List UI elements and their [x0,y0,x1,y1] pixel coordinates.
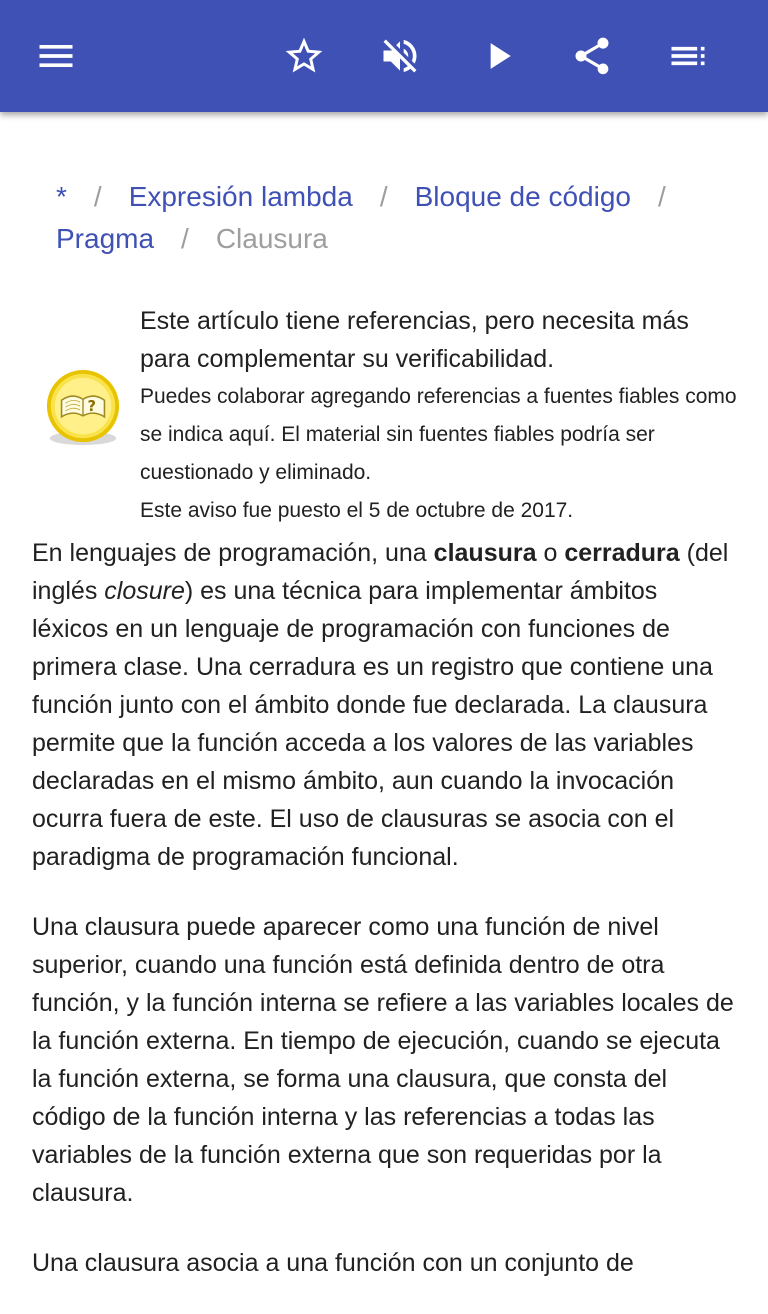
term-cerradura: cerradura [564,539,680,567]
mute-button[interactable] [372,28,428,84]
notice-title: Este artículo tiene referencias, pero necesita más para complementar su verificabilidad. [140,307,689,373]
hamburger-menu-icon [34,34,78,78]
share-icon [570,34,614,78]
breadcrumb-separator: / [658,181,666,212]
play-button[interactable] [470,28,526,84]
article-paragraph-2: Una clausura puede aparecer como una función de nivel superior, cuando una función está definida dentro de otra función, y la función interna se refiere a las variables locales de la función externa. En tiempo de ejecución, cuando se ejecuta la función externa, se forma una clausura, que consta del código de la función interna y las referencias a todas las variables de la función externa que son requeridas por la clausura. [32,913,734,1207]
book-question-badge-icon [44,368,122,450]
breadcrumb-link-expresion-lambda[interactable]: Expresión lambda [128,181,353,212]
share-button[interactable] [564,28,620,84]
list-icon [666,34,710,78]
article-paragraph-3: Una clausura asocia a una función con un conjunto de [32,1249,634,1277]
term-closure: closure [104,577,185,605]
play-icon [476,34,520,78]
notice-date: Este aviso fue puesto el 5 de octubre de 2017. [140,499,574,522]
breadcrumb-link-pragma[interactable]: Pragma [56,223,155,254]
breadcrumb-link-home[interactable]: * [56,181,67,212]
article-body [32,534,738,1314]
article-paragraph-1 [32,534,738,876]
text-run: En lenguajes de programación, una [32,539,434,567]
breadcrumb-separator: / [379,181,388,212]
text-run: (del inglés [32,539,729,605]
text-run: o [536,539,565,567]
svg-text:?: ? [87,397,97,415]
breadcrumb [56,176,736,260]
menu-button[interactable] [28,28,84,84]
breadcrumb-separator: / [93,181,102,212]
notice-description: Puedes colaborar agregando referencias a fuentes fiables como se indica aquí. El material sin fuentes fiables podría ser cuestionado y eliminado. [140,385,737,484]
text-run: ) es una técnica para implementar ámbitos léxicos en un lenguaje de programación con funciones de primera clase. Una cerradura es un registro que contiene una función junto con el ámbito donde fue declarada. La clausura permite que la función acceda a los valores de las variables declaradas en el mismo ámbito, aun cuando la invocación ocurra fuera de este. El uso de clausuras se asocia con el paradigma de programación funcional. [32,577,713,871]
breadcrumb-link-bloque-de-codigo[interactable]: Bloque de código [414,181,631,212]
term-clausura: clausura [433,539,537,567]
breadcrumb-separator: / [181,223,189,254]
app-toolbar [0,0,768,112]
breadcrumb-current: Clausura [215,223,328,254]
table-of-contents-button[interactable] [660,28,716,84]
star-outline-icon [282,34,326,78]
bookmark-button[interactable] [276,28,332,84]
volume-off-icon [378,34,422,78]
